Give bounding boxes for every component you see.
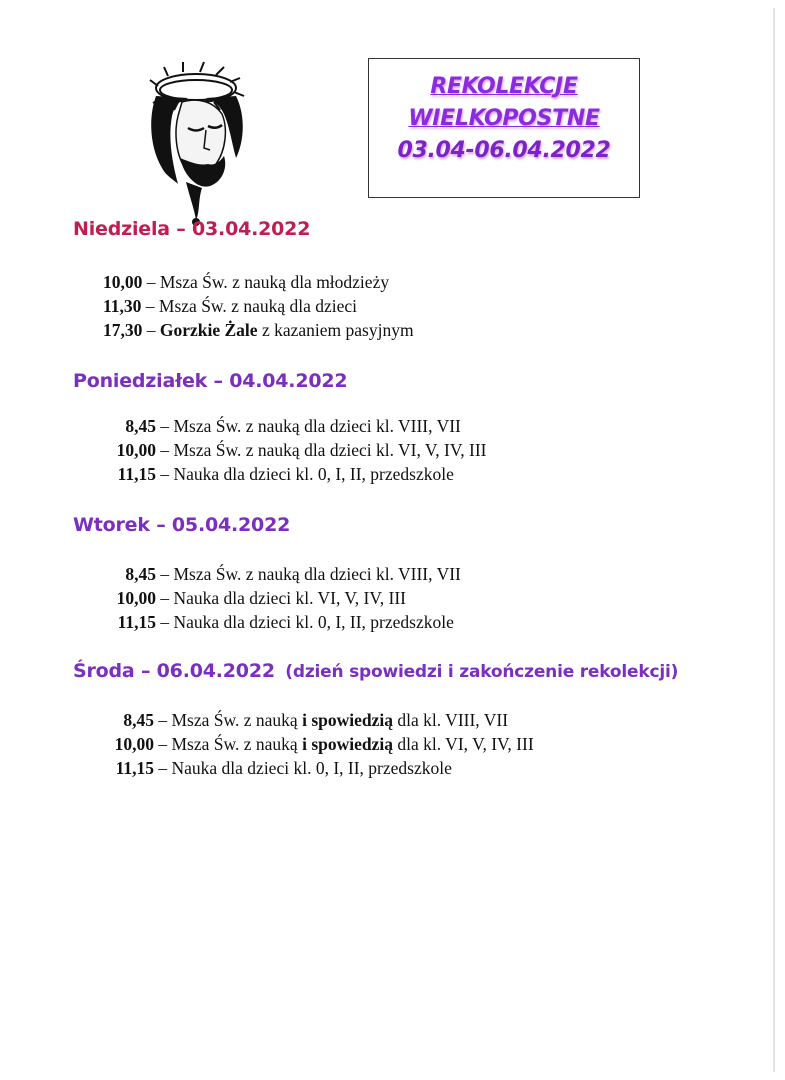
- schedule-row: 17,30 – Gorzkie Żale z kazaniem pasyjnym: [103, 320, 414, 340]
- time: 8,45: [125, 564, 156, 584]
- time: 11,30: [103, 296, 142, 316]
- time: 10,00: [114, 734, 154, 754]
- time: 10,00: [116, 440, 156, 460]
- christ-crown-of-thorns-icon: [138, 58, 258, 228]
- day-heading-wednesday-title: Środa – 06.04.2022: [73, 660, 275, 682]
- schedule-row: 8,45 – Msza Św. z nauką dla dzieci kl. VIII, VII: [109, 562, 461, 586]
- time: 10,00: [116, 588, 156, 608]
- schedule-wednesday: [107, 708, 534, 780]
- title-line-2: WIELKOPOSTNE: [408, 106, 600, 131]
- schedule-row: 10,00 – Msza Św. z nauką dla młodzieży: [103, 272, 390, 292]
- time: 8,45: [123, 710, 154, 730]
- schedule-monday: [109, 414, 487, 486]
- schedule-tuesday: [109, 562, 461, 634]
- day-heading-monday: Poniedziałek – 04.04.2022: [73, 370, 348, 392]
- title-line-1: REKOLEKCJE: [430, 74, 578, 99]
- schedule-row: 8,45 – Msza Św. z nauką i spowiedzią dla kl. VIII, VII: [107, 708, 534, 732]
- schedule-row: 11,15 – Nauka dla dzieci kl. 0, I, II, przedszkole: [109, 462, 487, 486]
- retreat-title-box: [368, 58, 640, 198]
- schedule-row: 8,45 – Msza Św. z nauką dla dzieci kl. VIII, VII: [109, 414, 487, 438]
- day-heading-sunday: Niedziela – 03.04.2022: [73, 218, 311, 240]
- schedule-sunday: [103, 270, 414, 342]
- schedule-row: 10,00 – Msza Św. z nauką i spowiedzią dla kl. VI, V, IV, III: [107, 732, 534, 756]
- title-dates: 03.04-06.04.2022: [397, 138, 611, 163]
- schedule-row: 11,15 – Nauka dla dzieci kl. 0, I, II, przedszkole: [107, 756, 534, 780]
- time: 11,15: [117, 612, 156, 632]
- schedule-row: 10,00 – Nauka dla dzieci kl. VI, V, IV, III: [109, 586, 461, 610]
- day-heading-tuesday: Wtorek – 05.04.2022: [73, 514, 291, 536]
- schedule-row: 11,30 – Msza Św. z nauką dla dzieci: [103, 296, 358, 316]
- schedule-row: 11,15 – Nauka dla dzieci kl. 0, I, II, przedszkole: [109, 610, 461, 634]
- day-heading-wednesday: [73, 660, 678, 682]
- time: 11,15: [115, 758, 154, 778]
- time: 17,30: [103, 320, 143, 340]
- schedule-row: 10,00 – Msza Św. z nauką dla dzieci kl. VI, V, IV, III: [109, 438, 487, 462]
- time: 11,15: [117, 464, 156, 484]
- time: 8,45: [125, 416, 156, 436]
- day-heading-wednesday-note: (dzień spowiedzi i zakończenie rekolekcji): [285, 662, 679, 682]
- poster-page: [8, 8, 775, 1072]
- time: 10,00: [103, 272, 143, 292]
